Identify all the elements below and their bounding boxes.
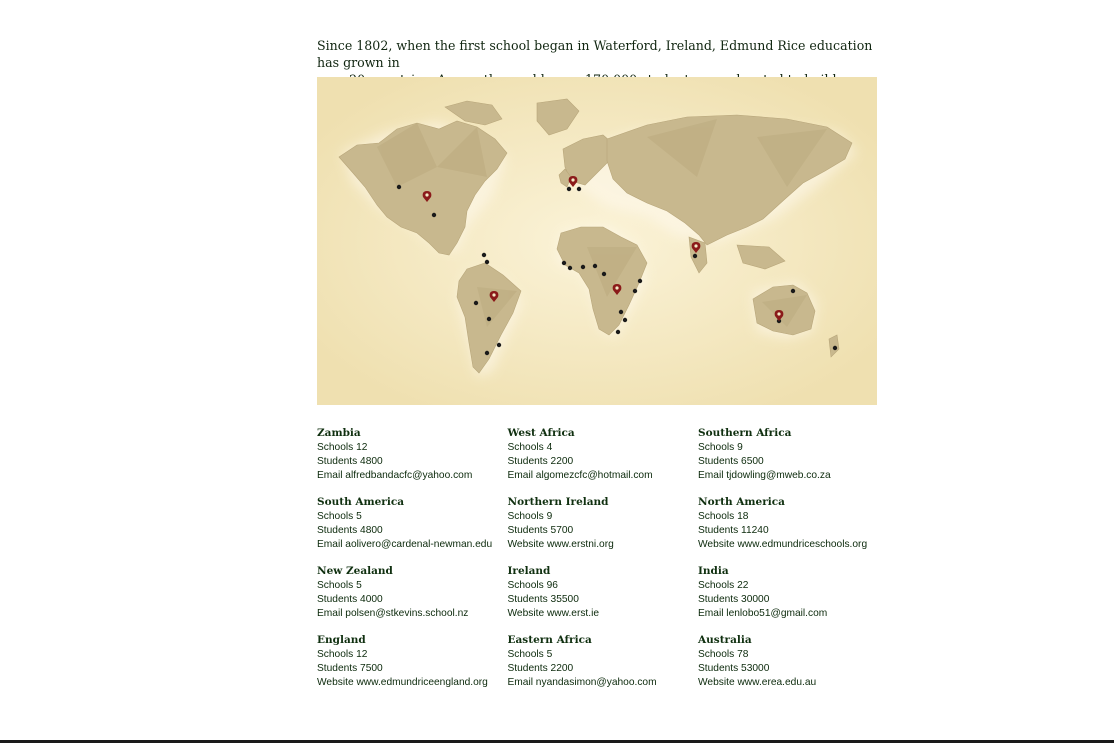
region-students: Students 4000: [317, 593, 383, 605]
region-schools: Schools 9: [507, 511, 553, 522]
region-students: Students 30000: [698, 593, 770, 605]
region-name: Eastern Africa: [507, 634, 592, 646]
region-name: Australia: [698, 634, 752, 646]
region-schools: Schools 12: [317, 649, 368, 660]
region-contact[interactable]: Email lenlobo51@gmail.com: [698, 607, 828, 619]
region-name: North America: [698, 496, 785, 508]
region-england: [317, 632, 508, 701]
region-students: Students 4800: [317, 524, 383, 536]
region-new-zealand: [317, 563, 508, 632]
region-contact[interactable]: Email nyandasimon@yahoo.com: [507, 676, 657, 688]
region-schools: Schools 9: [698, 442, 743, 453]
region-name: West Africa: [507, 427, 575, 439]
intro-line-1: Since 1802, when the first school began in Waterford, Ireland, Edmund Rice education has grown in: [317, 38, 873, 70]
region-northern-ireland: [508, 494, 699, 563]
region-schools: Schools 78: [698, 649, 749, 660]
region-contact[interactable]: Website www.erst.ie: [507, 607, 600, 619]
region-contact[interactable]: Website www.edmundriceschools.org: [698, 538, 868, 550]
region-contact[interactable]: Website www.erstni.org: [507, 538, 614, 550]
region-name: Northern Ireland: [507, 496, 609, 508]
region-students: Students 53000: [698, 662, 770, 674]
region-schools: Schools 12: [317, 442, 368, 453]
region-schools: Schools 5: [507, 649, 553, 660]
region-contact[interactable]: Email aolivero@cardenal-newman.edu: [317, 538, 493, 550]
region-south-america: [317, 494, 508, 563]
region-directory: [317, 425, 887, 701]
region-contact[interactable]: Email polsen@stkevins.school.nz: [317, 607, 469, 619]
region-contact[interactable]: Email tjdowling@mweb.co.za: [698, 469, 831, 481]
region-name: England: [317, 634, 366, 646]
region-students: Students 6500: [698, 455, 764, 467]
region-students: Students 5700: [507, 524, 574, 536]
region-north-america: [698, 494, 887, 563]
region-contact[interactable]: Website www.erea.edu.au: [698, 676, 817, 688]
world-map: [317, 77, 877, 405]
region-eastern-africa: [508, 632, 699, 701]
region-name: South America: [317, 496, 405, 508]
region-schools: Schools 4: [507, 442, 553, 453]
region-name: India: [698, 565, 729, 577]
world-map-graphic: [317, 77, 877, 405]
region-zambia: [317, 425, 508, 494]
region-southern-africa: [698, 425, 887, 494]
region-contact[interactable]: Email alfredbandacfc@yahoo.com: [317, 469, 473, 481]
region-students: Students 35500: [507, 593, 579, 605]
region-name: New Zealand: [317, 565, 393, 577]
region-name: Ireland: [507, 565, 551, 577]
region-students: Students 2200: [507, 455, 574, 467]
region-name: Southern Africa: [698, 427, 792, 439]
region-west-africa: [508, 425, 699, 494]
region-contact[interactable]: Website www.edmundriceengland.org: [317, 676, 488, 688]
region-contact[interactable]: Email algomezcfc@hotmail.com: [507, 469, 653, 481]
region-australia: [698, 632, 887, 701]
region-india: [698, 563, 887, 632]
region-schools: Schools 22: [698, 580, 749, 591]
region-schools: Schools 5: [317, 580, 362, 591]
region-students: Students 11240: [698, 524, 769, 536]
region-schools: Schools 96: [507, 580, 558, 591]
region-students: Students 7500: [317, 662, 383, 674]
region-students: Students 2200: [507, 662, 574, 674]
region-schools: Schools 18: [698, 511, 749, 522]
region-ireland: [508, 563, 699, 632]
region-students: Students 4800: [317, 455, 383, 467]
region-schools: Schools 5: [317, 511, 362, 522]
region-name: Zambia: [317, 427, 361, 439]
